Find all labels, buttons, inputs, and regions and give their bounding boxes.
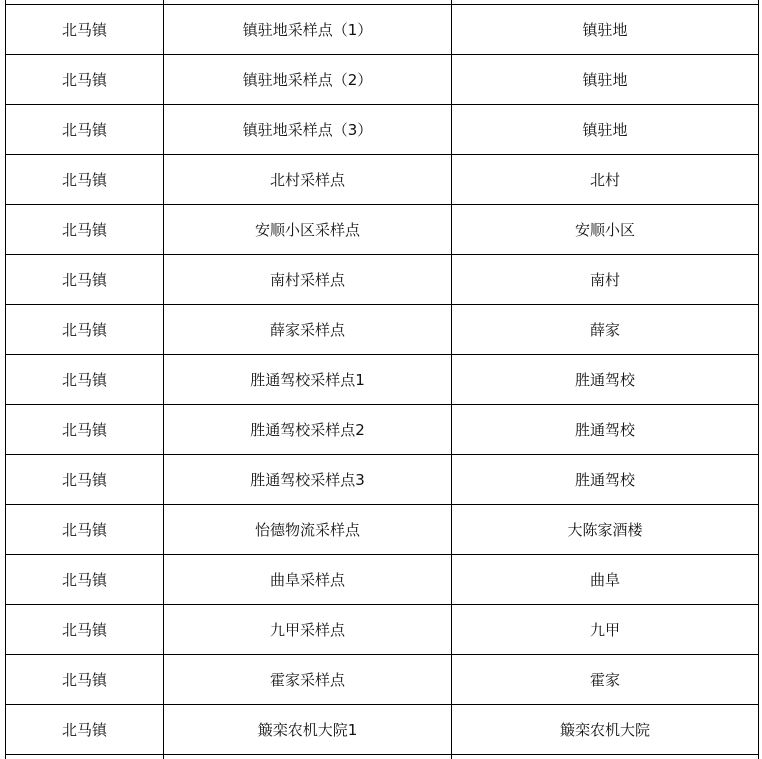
location-cell: 大陈家酒楼 (452, 505, 759, 555)
sampling-site-cell: 北村采样点 (164, 155, 452, 205)
table-row (6, 655, 759, 705)
town-cell: 北马镇 (6, 105, 164, 155)
town-cell: 北马镇 (6, 205, 164, 255)
town-cell: 北马镇 (6, 5, 164, 55)
location-cell: 安顺小区 (452, 205, 759, 255)
town-cell: 北马镇 (6, 605, 164, 655)
sampling-site-cell: 南村采样点 (164, 255, 452, 305)
location-cell: 镇驻地 (452, 55, 759, 105)
sampling-site-cell: 胜通驾校采样点3 (164, 455, 452, 505)
town-cell: 北马镇 (6, 55, 164, 105)
table-row (6, 305, 759, 355)
table-row (6, 505, 759, 555)
sampling-site-cell (164, 755, 452, 759)
sampling-site-cell: 镇驻地采样点（1） (164, 5, 452, 55)
location-cell: 簸栾农机大院 (452, 705, 759, 755)
sampling-site-cell: 胜通驾校采样点2 (164, 405, 452, 455)
location-cell: 镇驻地 (452, 105, 759, 155)
sampling-site-cell: 簸栾农机大院1 (164, 705, 452, 755)
table-row (6, 605, 759, 655)
town-cell (6, 755, 164, 759)
town-cell: 北马镇 (6, 255, 164, 305)
town-cell: 北马镇 (6, 305, 164, 355)
town-cell: 北马镇 (6, 155, 164, 205)
sampling-site-cell: 薛家采样点 (164, 305, 452, 355)
sampling-site-cell: 霍家采样点 (164, 655, 452, 705)
table-row (6, 105, 759, 155)
table-body (6, 0, 759, 759)
location-cell: 南村 (452, 255, 759, 305)
location-cell: 九甲 (452, 605, 759, 655)
town-cell: 北马镇 (6, 405, 164, 455)
location-cell: 胜通驾校 (452, 405, 759, 455)
location-cell: 胜通驾校 (452, 455, 759, 505)
town-cell: 北马镇 (6, 455, 164, 505)
town-cell: 北马镇 (6, 555, 164, 605)
table-row (6, 455, 759, 505)
table-row (6, 755, 759, 759)
sampling-site-cell: 怡德物流采样点 (164, 505, 452, 555)
location-cell: 北村 (452, 155, 759, 205)
sampling-site-cell: 镇驻地采样点（3） (164, 105, 452, 155)
sampling-site-cell: 安顺小区采样点 (164, 205, 452, 255)
location-cell: 曲阜 (452, 555, 759, 605)
table-row (6, 355, 759, 405)
location-cell: 胜通驾校 (452, 355, 759, 405)
location-cell: 霍家 (452, 655, 759, 705)
location-cell (452, 755, 759, 759)
table-row (6, 5, 759, 55)
sampling-site-cell: 九甲采样点 (164, 605, 452, 655)
town-cell: 北马镇 (6, 355, 164, 405)
location-cell: 薛家 (452, 305, 759, 355)
table-row (6, 255, 759, 305)
sampling-site-cell: 胜通驾校采样点1 (164, 355, 452, 405)
town-cell: 北马镇 (6, 655, 164, 705)
town-cell: 北马镇 (6, 505, 164, 555)
location-cell: 镇驻地 (452, 5, 759, 55)
table-row (6, 55, 759, 105)
table-row (6, 205, 759, 255)
table-row (6, 155, 759, 205)
table-row (6, 555, 759, 605)
table-row (6, 405, 759, 455)
town-cell: 北马镇 (6, 705, 164, 755)
sampling-site-cell: 镇驻地采样点（2） (164, 55, 452, 105)
sampling-site-cell: 曲阜采样点 (164, 555, 452, 605)
table-row (6, 705, 759, 755)
sampling-sites-table (5, 0, 759, 759)
